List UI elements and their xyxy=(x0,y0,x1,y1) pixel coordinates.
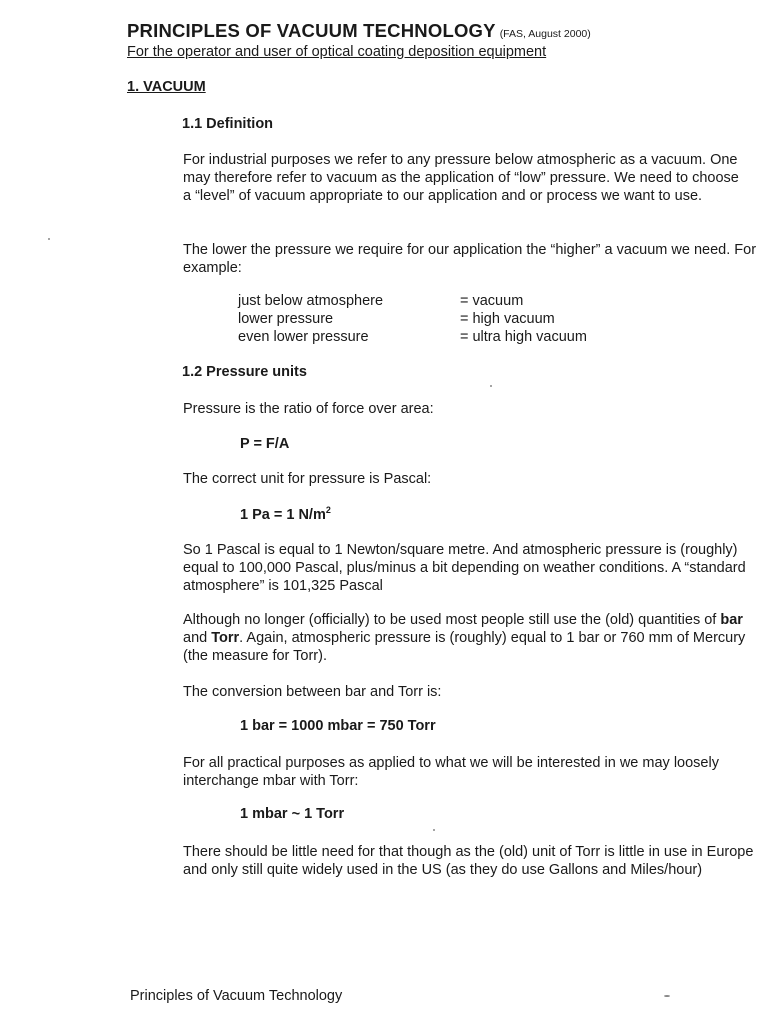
page-footer: Principles of Vacuum Technology xyxy=(130,988,343,1004)
table-row xyxy=(238,310,587,328)
formula-mbar-torr: 1 mbar ~ 1 Torr xyxy=(240,806,345,822)
unit-bar: bar xyxy=(720,612,743,628)
title-meta: (FAS, August 2000) xyxy=(499,28,591,40)
formula-pascal-exponent: 2 xyxy=(325,505,331,515)
unit-torr: Torr xyxy=(211,630,240,646)
paragraph-pressure-5: The conversion between bar and Torr is: xyxy=(183,684,442,700)
result-cell: = vacuum xyxy=(460,293,524,309)
formula-pascal-main: 1 Pa = 1 N/m xyxy=(240,506,326,523)
paragraph-pressure-2: The correct unit for pressure is Pascal: xyxy=(183,471,432,487)
document-title xyxy=(127,20,591,42)
paragraph-pressure-1: Pressure is the ratio of force over area: xyxy=(183,401,434,417)
formula-pressure: P = F/A xyxy=(240,436,290,452)
paragraph-definition-2: The lower the pressure we require for our application the “higher” a vacuum we need. For example: xyxy=(183,242,757,276)
formula-pascal xyxy=(240,505,331,523)
scan-speck xyxy=(490,385,492,387)
section-heading: 1. VACUUM xyxy=(127,79,206,95)
formula-bar-torr: 1 bar = 1000 mbar = 750 Torr xyxy=(240,718,436,734)
paragraph-pressure-6: For all practical purposes as applied to what we will be interested in we may loosely interchange mbar with Torr: xyxy=(183,755,719,789)
scan-speck xyxy=(433,829,435,831)
condition-cell: just below atmosphere xyxy=(238,293,384,309)
condition-cell: lower pressure xyxy=(238,311,334,327)
table-row xyxy=(238,328,587,346)
paragraph-definition-1: For industrial purposes we refer to any pressure below atmospheric as a vacuum. One may therefore refer to vacuum as the application of “low” pressure. We need to choose a “level” of vacuum appropriate to our application and or process we want to use. xyxy=(183,152,739,204)
paragraph-pressure-4 xyxy=(183,611,763,665)
p4-text-and: and xyxy=(183,630,212,646)
title-text: PRINCIPLES OF VACUUM TECHNOLOGY xyxy=(127,20,496,41)
paragraph-pressure-7: There should be little need for that though as the (old) unit of Torr is little in use in Europe and only still quite widely used in the US (as they do use Gallons and Miles/hour) xyxy=(183,844,754,878)
table-row xyxy=(238,292,587,310)
scan-speck xyxy=(48,238,50,240)
vacuum-level-table xyxy=(238,292,587,346)
condition-cell: even lower pressure xyxy=(238,329,369,345)
p4-text-a: Although no longer (officially) to be used most people still use the (old) quantities of xyxy=(183,612,721,628)
subsection-heading-definition: 1.1 Definition xyxy=(182,116,274,132)
paragraph-pressure-3: So 1 Pascal is equal to 1 Newton/square metre. And atmospheric pressure is (roughly) equal to 100,000 Pascal, plus/minus a bit depending on weather conditions. A “standard atmosphere” is 101,325 Pascal xyxy=(183,542,746,594)
result-cell: = ultra high vacuum xyxy=(460,329,587,345)
subsection-heading-pressure-units: 1.2 Pressure units xyxy=(182,364,307,380)
p4-text-b: . Again, atmospheric pressure is (roughly) equal to 1 bar or 760 mm of Mercury (the measure for Torr). xyxy=(183,630,746,664)
result-cell: = high vacuum xyxy=(460,311,555,327)
scan-speck xyxy=(664,995,670,997)
document-subtitle: For the operator and user of optical coating deposition equipment xyxy=(127,44,547,60)
